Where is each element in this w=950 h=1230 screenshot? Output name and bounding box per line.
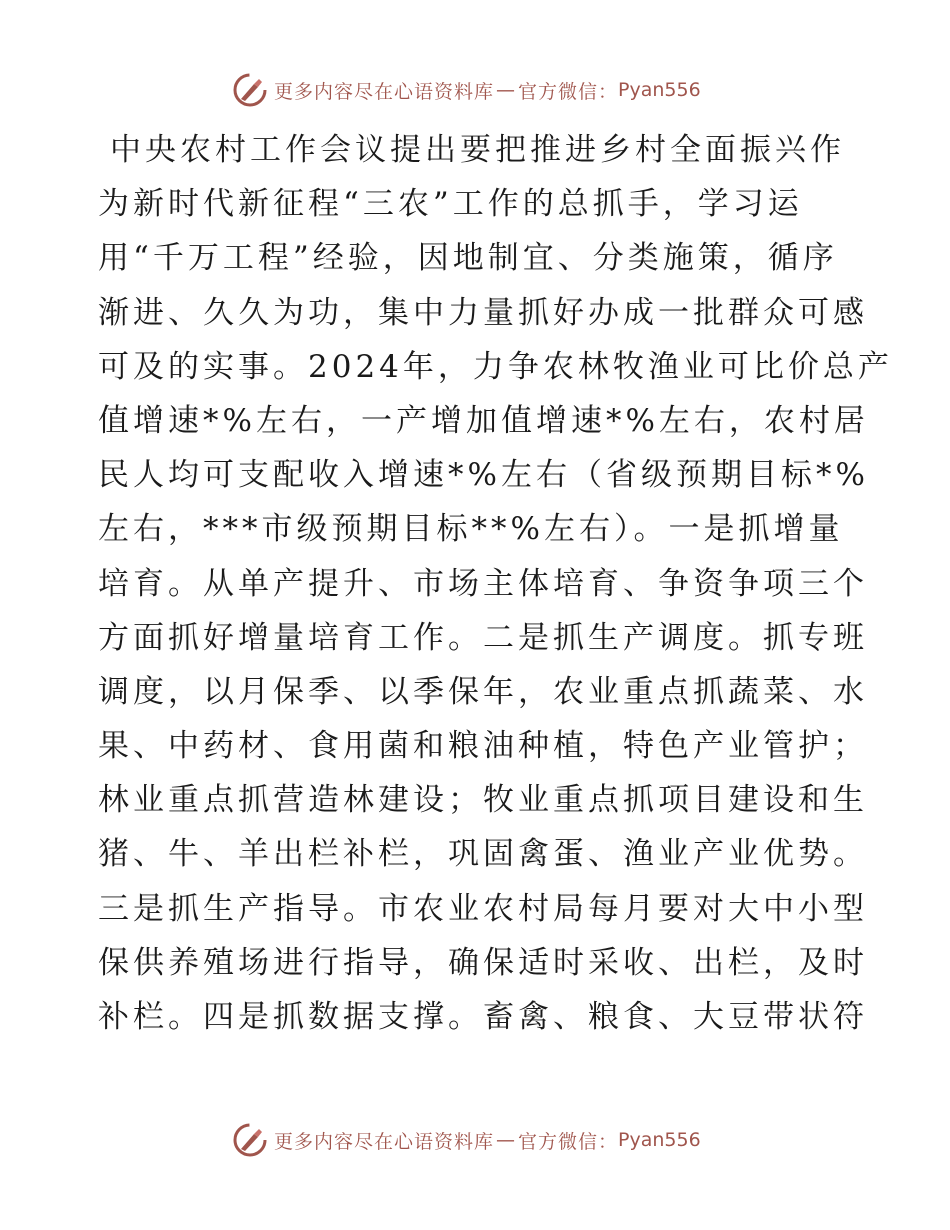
- text-line: 民人均可支配收入增速*%左右（省级预期目标*%: [98, 457, 869, 494]
- footer-watermark: [232, 1122, 752, 1158]
- watermark-separator: —: [496, 79, 517, 101]
- text-line: 可及的实事。2024年，力争农林牧渔业可比价总产: [98, 348, 893, 385]
- watermark-account: Pyan556: [618, 79, 701, 101]
- watermark-separator: —: [496, 1129, 517, 1151]
- text-line: 左右，***市级预期目标**%左右）。一是抓增量: [98, 511, 844, 548]
- watermark-wechat-label: 官方微信：: [518, 80, 619, 103]
- text-line: 林业重点抓营造林建设；牧业重点抓项目建设和生: [98, 782, 868, 819]
- watermark-site-text: 更多内容尽在心语资料库: [274, 1130, 495, 1153]
- text-line: 三是抓生产指导。市农业农村局每月要对大中小型: [98, 890, 868, 927]
- text-line: 果、中药材、食用菌和粮油种植，特色产业管护；: [98, 728, 868, 765]
- pen-logo-icon: [232, 1122, 268, 1158]
- text-line: 渐进、久久为功，集中力量抓好办成一批群众可感: [98, 294, 868, 331]
- body-paragraph: [98, 123, 893, 1044]
- text-line: 用“千万工程”经验，因地制宜、分类施策，循序: [98, 240, 838, 277]
- header-watermark: [232, 72, 752, 108]
- watermark-wechat-label: 官方微信：: [518, 1130, 619, 1153]
- pen-logo-icon: [232, 72, 268, 108]
- watermark-account: Pyan556: [618, 1129, 701, 1151]
- text-line: 保供养殖场进行指导，确保适时采收、出栏，及时: [98, 944, 868, 981]
- text-line: 中央农村工作会议提出要把推进乡村全面振兴作: [110, 132, 845, 168]
- text-line: 方面抓好增量培育工作。二是抓生产调度。抓专班: [98, 619, 868, 656]
- watermark-site-text: 更多内容尽在心语资料库: [274, 80, 495, 103]
- text-line: 调度，以月保季、以季保年，农业重点抓蔬菜、水: [98, 673, 868, 710]
- text-line: 猪、牛、羊出栏补栏，巩固禽蛋、渔业产业优势。: [98, 836, 868, 873]
- text-line: 培育。从单产提升、市场主体培育、争资争项三个: [98, 565, 868, 602]
- text-line: 值增速*%左右，一产增加值增速*%左右，农村居: [98, 402, 869, 439]
- text-line: 补栏。四是抓数据支撑。畜禽、粮食、大豆带状符: [98, 999, 868, 1035]
- text-line: 为新时代新征程“三农”工作的总抓手，学习运: [98, 186, 803, 223]
